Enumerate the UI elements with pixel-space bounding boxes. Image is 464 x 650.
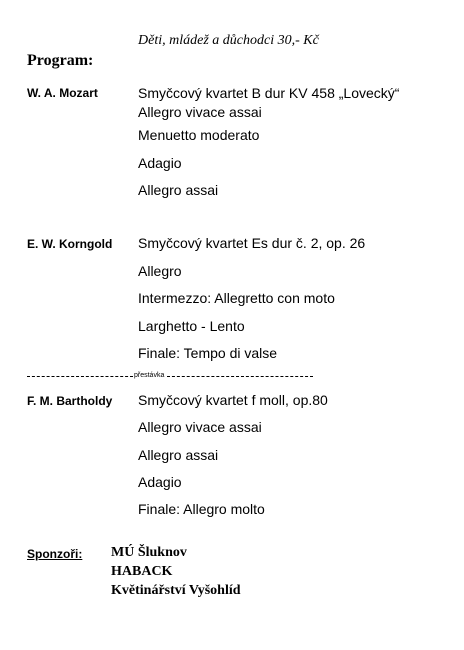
movement: Menuetto moderato	[138, 127, 260, 143]
movement: Finale: Allegro molto	[138, 501, 265, 517]
intermission-divider	[27, 371, 313, 381]
movement: Adagio	[138, 155, 182, 171]
movement: Allegro assai	[138, 447, 219, 463]
piece-title-mozart: Smyčcový kvartet B dur KV 458 „Lovecký“	[138, 85, 400, 101]
movement: Larghetto - Lento	[138, 318, 245, 334]
movement: Allegro vivace assai	[138, 419, 262, 435]
program-heading: Program:	[27, 52, 94, 69]
sponsor-name: Květinářství Vyšohlíd	[111, 583, 241, 598]
movement: Finale: Tempo di valse	[138, 345, 278, 361]
movement: Adagio	[138, 474, 182, 490]
sponsor-name: HABACK	[111, 564, 173, 579]
composer-bartholdy: F. M. Bartholdy	[27, 394, 113, 408]
movement: Allegro	[138, 263, 182, 279]
composer-korngold: E. W. Korngold	[27, 237, 113, 251]
composer-mozart: W. A. Mozart	[27, 86, 98, 100]
movement: Intermezzo: Allegretto con moto	[138, 290, 335, 306]
piece-title-bartholdy: Smyčcový kvartet f moll, op.80	[138, 392, 328, 408]
piece-title-korngold: Smyčcový kvartet Es dur č. 2, op. 26	[138, 235, 366, 251]
sponsors-label: Sponzoři:	[27, 547, 83, 561]
movement: Allegro vivace assai	[138, 104, 262, 120]
movement: Allegro assai	[138, 182, 219, 198]
ticket-prices: Děti, mládež a důchodci 30,- Kč	[138, 33, 319, 48]
divider-line-right	[167, 376, 313, 377]
divider-line-left	[27, 376, 133, 377]
intermission-label: přestávka	[134, 372, 165, 379]
sponsor-name: MÚ Šluknov	[111, 545, 187, 560]
